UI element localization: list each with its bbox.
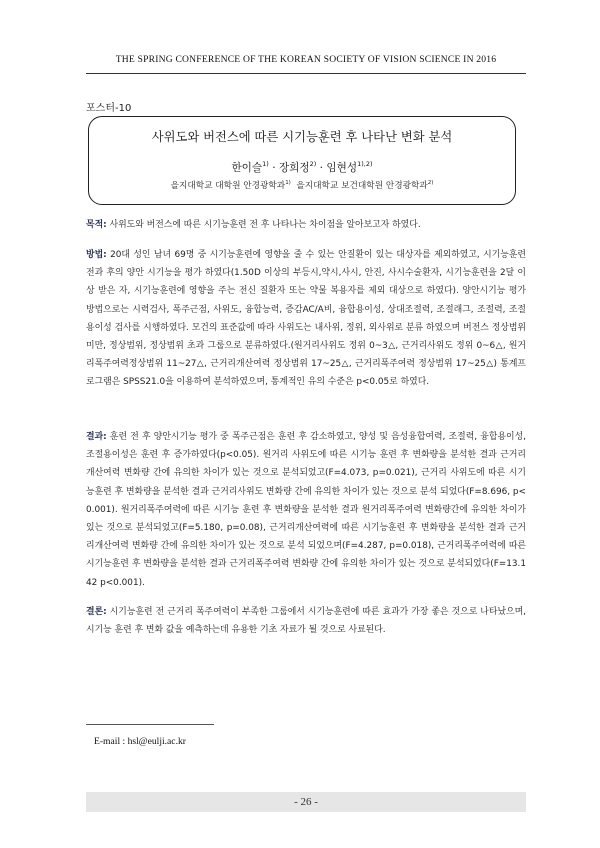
title-box bbox=[88, 116, 516, 205]
conclusion-section bbox=[86, 603, 526, 639]
journal-header: THE SPRING CONFERENCE OF THE KOREAN SOCIETY OF VISION SCIENCE IN 2016 bbox=[115, 54, 497, 65]
footnote-divider bbox=[86, 724, 214, 725]
author-name: 한이슬 bbox=[231, 162, 263, 174]
affiliation-1: 을지대학교 대학원 안경광학과 bbox=[170, 181, 286, 191]
conclusion-text: 시기능훈련 전 근거리 폭주여력이 부족한 그룹에서 시기능훈련에 따른 효과가 가장 좋은 것으로 나타났으며, 시기능 훈련 후 변화 값을 예측하는데 유용한 기초 자료가 될 것으로 사료된다. bbox=[86, 607, 526, 636]
author-affiliation-mark: 2) bbox=[309, 160, 317, 168]
author-separator: · bbox=[316, 162, 327, 174]
purpose-text: 사위도와 버전스에 따른 시기능훈련 전 후 나타나는 차이점을 알아보고자 하였다. bbox=[106, 220, 421, 230]
author-affiliation-mark: 1),2) bbox=[357, 160, 373, 168]
author-name: 임현성 bbox=[326, 162, 358, 174]
paper-title: 사위도와 버전스에 따른 시기능훈련 후 나타난 변화 분석 bbox=[151, 130, 453, 144]
page-number: - 26 - bbox=[294, 796, 318, 808]
author-separator: · bbox=[268, 162, 279, 174]
method-text: 20대 성인 남녀 69명 중 시기능훈련에 영향을 줄 수 있는 안질환이 있는 대상자를 제외하였고, 시기능훈련 전과 후의 양안 시기능을 평가 하였다(1.50D 이상의 부등시,약시,사시, 안진, 사시수술환자, 시기능훈련을 2달 이상 받은 자, 시기능훈련에 영향을 주는 전신 질환자 또는 약물 복용자를 제외 대상으로 하였다). 양안시기능 평가 방법으로는 시력검사, 폭주근점, 사위도, 융합능력, 증감AC/A비, 융합용이성, 상대조절력, 조절래그, 조절력, 조절용이성 검사를 시행하였다. 모건의 표준값에 따라 사위도는 내사위, 정위, 외사위로 분류 하였으며 버전스 정상범위미만, 정상범위, 정상범위 초과 그룹으로 분류하였다.(원거리사위도 정위 0~3△, 근거리사위도 정위 0~6△, 원거리폭주여력정상범위 11~27△, 근거리개산여력 정상범위 17~25△, 근거리폭주여력 정상범위 17~25△) 통계프로그램은 SPSS21.0을 이용하여 분석하였으며, 통계적인 유의 수준은 p<0.05로 하였다. bbox=[86, 250, 526, 388]
method-label: 방법: bbox=[86, 250, 107, 260]
author-affiliation-mark: 1) bbox=[262, 160, 269, 168]
page-number-bar bbox=[86, 792, 526, 812]
purpose-label: 목적: bbox=[86, 220, 107, 230]
poster-label: 포스터-10 bbox=[86, 103, 132, 114]
affiliations bbox=[89, 179, 515, 191]
conclusion-label: 결론: bbox=[86, 607, 107, 617]
contact-email: E-mail : hsl@eulji.ac.kr bbox=[94, 736, 186, 747]
header-divider bbox=[86, 73, 526, 74]
affiliation-2: 을지대학교 보건대학원 안경광학과 bbox=[296, 181, 428, 191]
affiliation-2-mark: 2) bbox=[427, 180, 434, 186]
author-list bbox=[89, 160, 515, 175]
result-text: 훈련 전 후 양안시기능 평가 중 폭주근점은 훈련 후 감소하였고, 양성 및 음성융합여력, 조절력, 융합용이성, 조절용이성은 훈련 후 증가하였다(p<0.05). 원거리 사위도에 따른 시기능 훈련 후 변화량을 분석한 결과 근거리 개산여력 변화량 간에 유의한 차이가 있는 것으로 분석되었고(F=4.073, p=0.021), 근거리 사위도에 따른 시기능훈련 후 변화량을 분석한 결과 근거리사위도 변화량 간에 유의한 차이가 있는 것으로 분석 되었다(F=8.696, p<0.001). 원거리폭주여력에 따른 시기능 훈련 후 변화량을 분석한 결과 원거리폭주여력 변화량간에 유의한 차이가 있는 것으로 분석되었고(F=5.180, p=0.08), 근거리개산여력에 따른 시기능훈련 후 변화량을 분석한 결과 근거리개산여력 변화량 간에 유의한 차이가 있는 것으로 분석 되었으며(F=4.287, p=0.018), 근거리폭주여력에 따른 시기능훈련 후 변화량을 분석한 결과 근거리폭주여력 변화량 간에 유의한 차이가 있는 것으로 분석되었다(F=13.142 p<0.001). bbox=[86, 432, 526, 588]
result-label: 결과: bbox=[86, 432, 107, 442]
affiliation-1-mark: 1) bbox=[285, 180, 291, 186]
author-name: 장희정 bbox=[278, 162, 310, 174]
purpose-section bbox=[86, 216, 526, 234]
result-section bbox=[86, 428, 526, 592]
method-section bbox=[86, 246, 526, 392]
